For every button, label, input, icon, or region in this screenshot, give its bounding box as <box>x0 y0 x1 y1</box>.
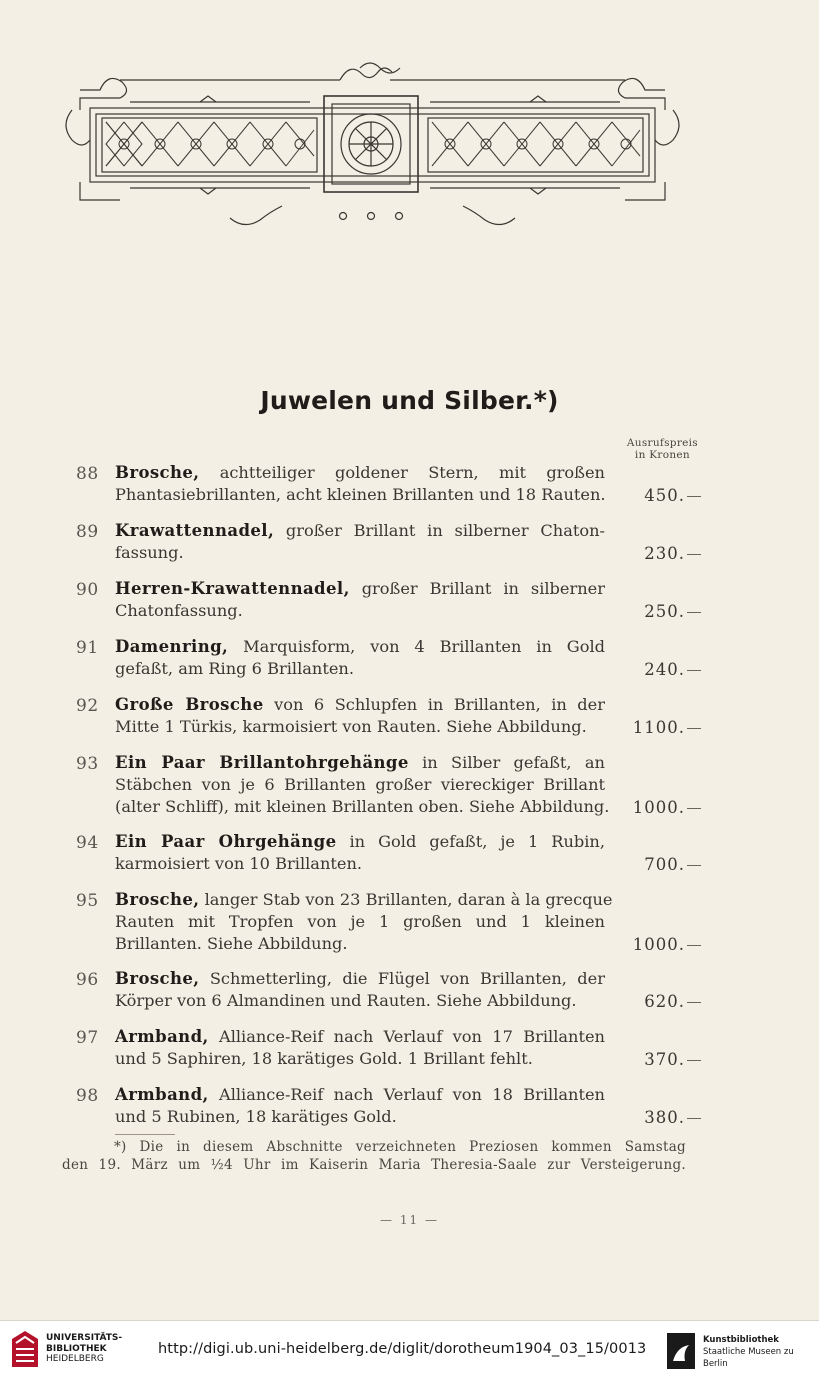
library-name-line: UNIVERSITÄTS- <box>46 1333 123 1343</box>
lot-price <box>644 1108 701 1127</box>
price-value: 1100. <box>632 718 685 737</box>
lot-description: in Gold gefaßt, je 1 Rubin, <box>349 832 605 851</box>
university-library-logo <box>10 1329 40 1369</box>
price-value: 1000. <box>632 935 685 954</box>
lot-price <box>644 660 701 679</box>
lot-description: großer Brillant in silberner <box>361 579 605 598</box>
lot-description-line: (alter Schliff), mit kleinen Brillanten oben. Siehe Abbildung. <box>115 797 610 816</box>
lot-number: 89 <box>76 522 99 542</box>
lot-title: Armband, <box>115 1085 209 1104</box>
lot-number: 93 <box>76 754 99 774</box>
price-value: 1000. <box>632 798 685 817</box>
lot-description-line: Körper von 6 Almandinen und Rauten. Siehe Abbildung. <box>115 991 577 1010</box>
footnote-line: *) Die in diesem Abschnitte verzeichneten Preziosen kommen Samstag <box>114 1139 686 1155</box>
permalink-url[interactable]: http://digi.ub.uni-heidelberg.de/diglit/dorotheum1904_03_15/0013 <box>158 1341 647 1357</box>
price-dash <box>687 496 701 497</box>
price-dash <box>687 1060 701 1061</box>
price-header-line: in Kronen <box>634 449 690 461</box>
lot-description-line: fassung. <box>115 543 184 562</box>
lot-description: von 6 Schlupfen in Brillanten, in der <box>274 695 605 714</box>
lot-description-line <box>115 1084 605 1106</box>
lot-description-line: Phantasiebrillanten, acht kleinen Brillanten und 18 Rauten. <box>115 485 606 504</box>
lot-description-line <box>115 889 613 911</box>
section-title: Juwelen und Silber.*) <box>260 386 559 415</box>
lot-description-line <box>115 752 605 774</box>
lot-description-line: und 5 Saphiren, 18 karätiges Gold. 1 Brillant fehlt. <box>115 1049 533 1068</box>
footnote <box>62 1138 686 1174</box>
price-value: 450. <box>644 486 685 505</box>
lot-description-line <box>115 578 605 600</box>
lot-title: Herren-Krawattennadel, <box>115 579 350 598</box>
lot-number: 90 <box>76 580 99 600</box>
lot-description-line <box>115 1026 605 1048</box>
lot-price <box>644 855 701 874</box>
kunstbibliothek-name <box>703 1334 819 1370</box>
price-dash <box>687 865 701 866</box>
lot-description-line: Mitte 1 Türkis, karmoisiert von Rauten. Siehe Abbildung. <box>115 717 587 736</box>
header-ornament <box>60 50 685 230</box>
lot-description: Schmetterling, die Flügel von Brillanten, der <box>209 969 605 988</box>
lot-description-line <box>115 636 605 658</box>
lot-description-line <box>115 694 605 716</box>
price-dash <box>687 1002 701 1003</box>
library-name-line: HEIDELBERG <box>46 1354 104 1364</box>
lot-description-line: Brillanten. Siehe Abbildung. <box>115 934 348 953</box>
lot-description-line: Rauten mit Tropfen von je 1 großen und 1 kleinen <box>115 912 605 931</box>
university-library-name <box>46 1333 122 1365</box>
viewer-footer <box>0 1320 819 1380</box>
lot-description-line: und 5 Rubinen, 18 karätiges Gold. <box>115 1107 397 1126</box>
lot-title: Ein Paar Ohrgehänge <box>115 832 337 851</box>
price-header-line: Ausrufspreis <box>626 437 698 449</box>
price-value: 230. <box>644 544 685 563</box>
lot-price <box>644 992 701 1011</box>
lot-description: langer Stab von 23 Brillanten, daran à la grecque <box>204 890 613 909</box>
lot-price <box>644 486 701 505</box>
price-value: 370. <box>644 1050 685 1069</box>
footnote-line: den 19. März um ½4 Uhr im Kaiserin Maria Theresia-Saale zur Versteigerung. <box>62 1157 686 1173</box>
lot-description: in Silber gefaßt, an <box>422 753 605 772</box>
lot-price <box>633 798 701 817</box>
page-number: — 11 — <box>380 1213 439 1227</box>
lot-title: Brosche, <box>115 463 200 482</box>
lot-title: Armband, <box>115 1027 209 1046</box>
lot-price <box>633 718 701 737</box>
price-dash <box>687 670 701 671</box>
lot-title: Damenring, <box>115 637 229 656</box>
kb-name-line: Kunstbibliothek <box>703 1335 779 1345</box>
price-dash <box>687 945 701 946</box>
lot-description: Alliance-Reif nach Verlauf von 18 Brillanten <box>219 1085 605 1104</box>
lot-number: 94 <box>76 833 99 853</box>
footnote-divider <box>115 1134 175 1135</box>
lot-price <box>644 544 701 563</box>
price-dash <box>687 728 701 729</box>
lot-price <box>644 1050 701 1069</box>
lot-title: Große Brosche <box>115 695 264 714</box>
price-dash <box>687 808 701 809</box>
lot-price <box>644 602 701 621</box>
lot-description: Alliance-Reif nach Verlauf von 17 Brillanten <box>219 1027 605 1046</box>
lot-description-line <box>115 968 605 990</box>
lot-title: Brosche, <box>115 890 200 909</box>
price-value: 700. <box>644 855 685 874</box>
lot-title: Ein Paar Brillantohrgehänge <box>115 753 409 772</box>
price-value: 380. <box>644 1108 685 1127</box>
lot-number: 96 <box>76 970 99 990</box>
lot-description-line <box>115 462 605 484</box>
lot-number: 92 <box>76 696 99 716</box>
lot-number: 91 <box>76 638 99 658</box>
lot-description: Marquisform, von 4 Brillanten in Gold <box>243 637 605 656</box>
lot-description: achtteiliger goldener Stern, mit großen <box>219 463 605 482</box>
price-dash <box>687 612 701 613</box>
price-dash <box>687 1118 701 1119</box>
price-value: 240. <box>644 660 685 679</box>
lot-number: 98 <box>76 1086 99 1106</box>
price-value: 250. <box>644 602 685 621</box>
lot-description: großer Brillant in silberner Chaton- <box>285 521 605 540</box>
lot-number: 88 <box>76 464 99 484</box>
lot-description-line: Stäbchen von je 6 Brillanten großer viereckiger Brillant <box>115 775 605 794</box>
lot-description-line <box>115 520 605 542</box>
lot-description-line: gefaßt, am Ring 6 Brillanten. <box>115 659 354 678</box>
lot-title: Brosche, <box>115 969 200 988</box>
price-value: 620. <box>644 992 685 1011</box>
lot-description-line: karmoisiert von 10 Brillanten. <box>115 854 363 873</box>
library-name-line: BIBLIOTHEK <box>46 1343 107 1354</box>
lot-price <box>633 935 701 954</box>
price-dash <box>687 554 701 555</box>
kb-name-line: Staatliche Museen zu Berlin <box>703 1347 794 1369</box>
lot-number: 95 <box>76 891 99 911</box>
lot-description-line <box>115 831 605 853</box>
lot-number: 97 <box>76 1028 99 1048</box>
price-column-header <box>627 437 698 461</box>
lot-description-line: Chatonfassung. <box>115 601 243 620</box>
lot-title: Krawattennadel, <box>115 521 275 540</box>
kunstbibliothek-logo <box>667 1333 695 1369</box>
